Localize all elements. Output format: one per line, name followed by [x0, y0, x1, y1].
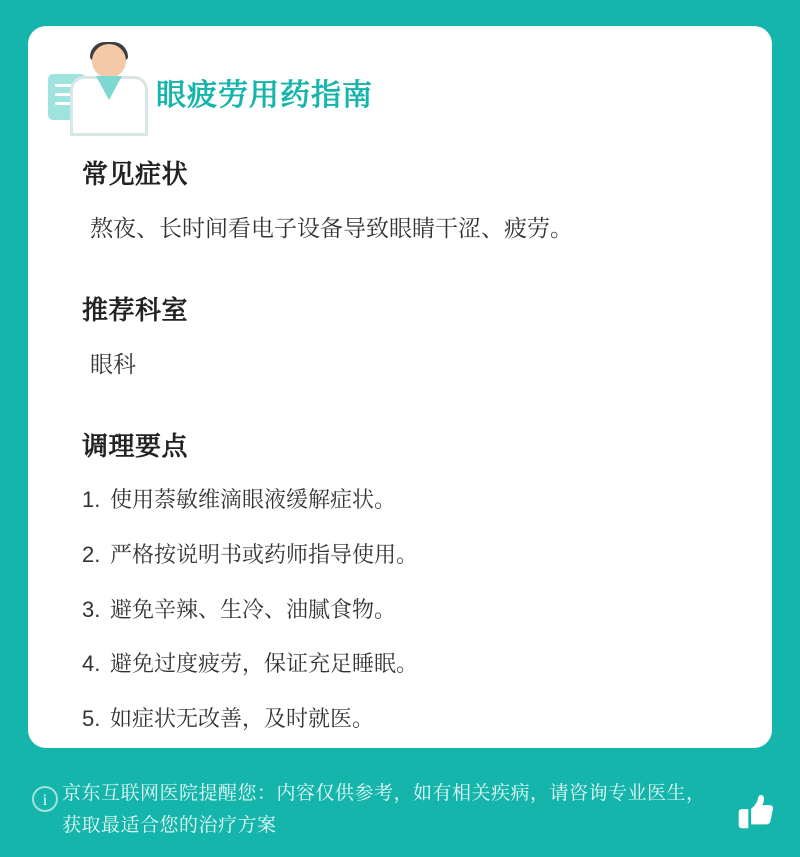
footer-text: 京东互联网医院提醒您：内容仅供参考，如有相关疾病，请咨询专业医生，获取最适合您的治疗方案 — [62, 783, 706, 837]
doctor-icon — [48, 44, 166, 136]
section-heading-care-points: 调理要点 — [82, 431, 189, 462]
list-item-number: 5. — [82, 706, 101, 732]
list-item-number: 3. — [82, 596, 101, 622]
list-item-text: 如症状无改善，及时就医。 — [110, 706, 375, 732]
list-item-text: 严格按说明书或药师指导使用。 — [110, 541, 419, 567]
list-item-text: 使用萘敏维滴眼液缓解症状。 — [110, 487, 397, 513]
section-heading-symptoms: 常见症状 — [82, 159, 189, 189]
list-item — [82, 595, 732, 626]
section-text-symptoms: 熬夜、长时间看电子设备导致眼睛干涩、疲劳。 — [90, 215, 573, 241]
list-item-number: 2. — [82, 541, 101, 567]
page-title: 眼疲劳用药指南 — [156, 79, 373, 112]
info-icon: i — [32, 786, 58, 812]
list-item-text: 避免过度疲劳，保证充足睡眠。 — [110, 651, 419, 677]
content-area — [82, 154, 732, 759]
list-item — [82, 540, 732, 571]
list-item — [82, 485, 732, 516]
list-item — [82, 704, 732, 735]
doctor-head — [92, 44, 126, 78]
list-item — [82, 649, 732, 680]
list-item-text: 避免辛辣、生冷、油腻食物。 — [110, 596, 397, 622]
care-points-list — [82, 485, 732, 735]
list-item-number: 4. — [82, 651, 101, 677]
section-heading-department: 推荐科室 — [82, 295, 189, 326]
footer-disclaimer — [0, 762, 800, 857]
list-item-number: 1. — [82, 487, 101, 513]
thumbs-up-icon[interactable] — [732, 788, 778, 834]
section-text-department: 眼科 — [90, 351, 136, 378]
guide-card — [28, 26, 772, 748]
